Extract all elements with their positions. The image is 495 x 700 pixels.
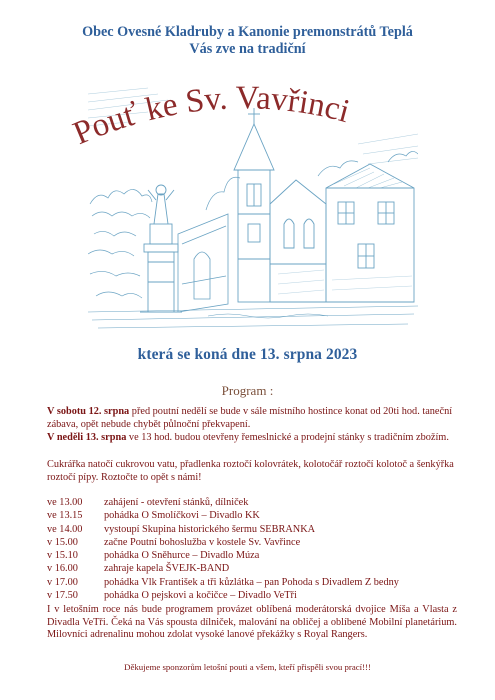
schedule-text: pohádka O Sněhurce – Divadlo Múza (104, 550, 260, 562)
schedule-time: v 17.50 (47, 590, 78, 602)
schedule-time: v 15.10 (47, 550, 78, 562)
schedule-item (47, 589, 467, 602)
saturday-text: před poutní nedělí se bude v sále místního hostince konat od 20ti hod. taneční zábava, opět nebude chybět půlnoční překvapení. (47, 406, 453, 430)
schedule-item (47, 523, 467, 536)
schedule-time: v 15.00 (47, 536, 78, 548)
program-heading: Program : (221, 383, 274, 398)
schedule-text: začne Poutní bohoslužba v kostele Sv. Vavřince (104, 536, 301, 548)
schedule-text: zahraje kapela ŠVEJK-BAND (104, 563, 230, 575)
date-line: která se koná dne 13. srpna 2023 (137, 346, 358, 363)
saturday-label: V sobotu 12. srpna (47, 406, 130, 417)
schedule-list (47, 496, 467, 602)
schedule-item (47, 509, 467, 522)
paragraph-saturday (47, 406, 457, 431)
schedule-time: ve 14.00 (47, 523, 83, 535)
paragraph-attractions: Cukrářka natočí cukrovou vatu, přadlenka roztočí kolovrátek, kolotočář roztočí kolotoč a šenkýřka roztočí pípy. Roztočte to opět s námi! (47, 459, 454, 483)
schedule-time: ve 13.00 (47, 497, 83, 508)
schedule-time: v 17.00 (47, 576, 78, 588)
paragraph-sunday (47, 432, 457, 445)
schedule-text: pohádka O pejskovi a kočičce – Divadlo VeTři (104, 590, 297, 602)
event-title-text: Pouť ke Sv. Vavřinci (68, 80, 354, 153)
schedule-item (47, 496, 467, 509)
schedule-item (47, 562, 467, 575)
schedule-item (47, 576, 467, 589)
closing-paragraph: I v letošním roce nás bude programem provázet oblíbená moderátorská dvojice Míša a Vlasta z Divadla VeTři. Čeká na Vás spousta dílniček, malování na obličej a oblíbené Mobilní planetárium. Milovníci adrenalinu mohou zdolat vysoké lanové překážky s Royal Rangers. (47, 604, 457, 641)
schedule-text: zahájení - otevření stánků, dílniček (104, 497, 249, 508)
thanks-note: Děkujeme sponzorům letošní pouti a všem, kteří přispěli svou prací!!! (124, 662, 371, 672)
schedule-time: ve 13.15 (47, 510, 83, 522)
sunday-text: ve 13 hod. budou otevřeny řemeslnické a prodejní stánky s tradičním zbožím. (126, 432, 449, 443)
svg-text:Pouť ke Sv. Vavřinci (68, 80, 353, 152)
sunday-label: V neděli 13. srpna (47, 432, 127, 443)
schedule-time: v 16.00 (47, 563, 78, 575)
schedule-item (47, 549, 467, 562)
header-line-2: Vás zve na tradiční (189, 41, 306, 57)
header-line-1: Obec Ovesné Kladruby a Kanonie premonstrátů Teplá (82, 24, 413, 40)
schedule-text: vystoupí Skupina historického šermu SEBRANKA (104, 523, 316, 535)
schedule-text: pohádka Vlk František a tři kůzlátka – pan Pohoda s Divadlem Z bedny (104, 576, 399, 588)
event-title (60, 70, 450, 165)
header (0, 24, 495, 58)
schedule-item (47, 536, 467, 549)
schedule-text: pohádka O Smolíčkovi – Divadlo KK (104, 510, 260, 522)
